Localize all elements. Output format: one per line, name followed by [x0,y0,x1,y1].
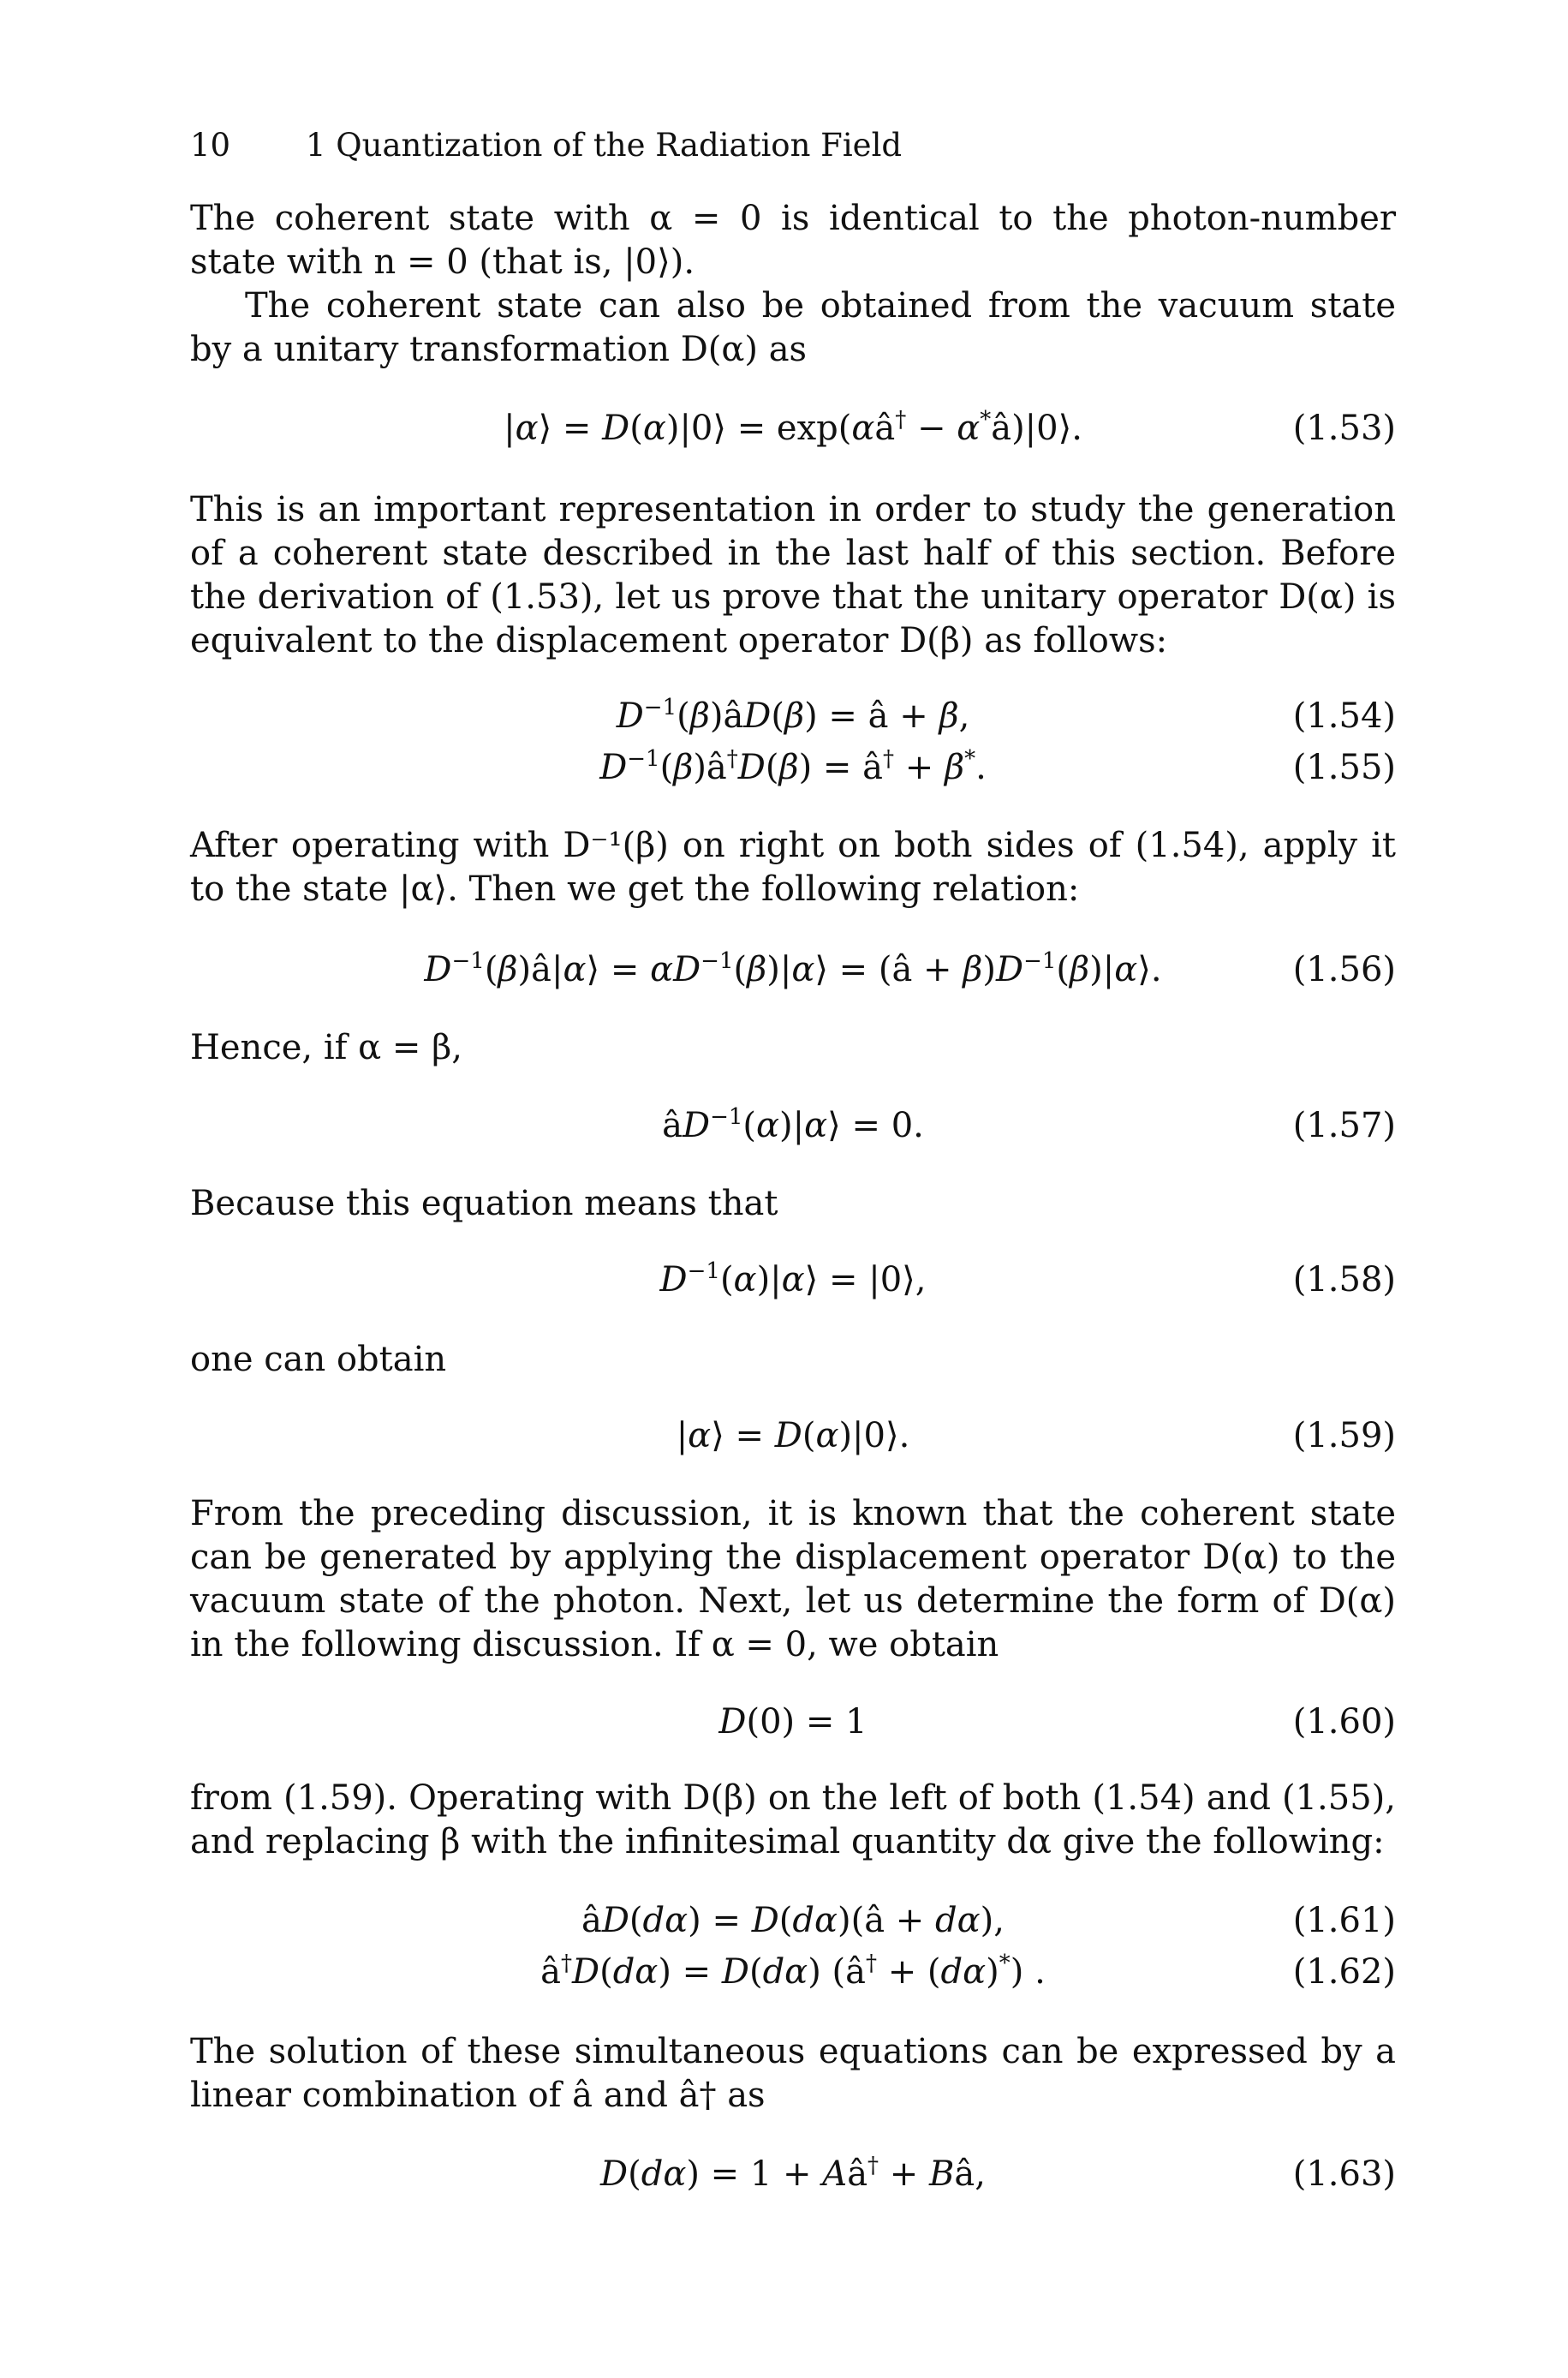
equation-number: (1.58) [1292,1260,1396,1300]
equation-body: |α⟩ = D(α)|0⟩ = exp(αâ† − α*â)|0⟩. [504,407,1082,448]
equation-body: D(dα) = 1 + Aâ† + Bâ, [600,2153,986,2194]
paragraph-coherent-state-vacuum: The coherent state with α = 0 is identical to the photon-number state with n = 0 (that is, |0⟩). [190,199,1396,282]
equation-body: $D^{-1}(\beta)â^\dagger D(\beta)$ = â† + β*. [599,746,987,787]
equation-number: (1.63) [1292,2154,1396,2194]
equation-body: $D^{-1}(\beta)âD(\beta)$ = â + β, [616,695,970,736]
equation-1-57 [190,1102,1396,1150]
equation-1-60 [190,1698,1396,1746]
equation-1-54 [190,692,1396,740]
paragraph-hence: Hence, if α = β, [190,1028,462,1067]
equation-number: (1.54) [1292,696,1396,736]
equation-number: (1.60) [1292,1702,1396,1742]
equation-number: (1.59) [1292,1416,1396,1455]
paragraph-unitary-transformation: The coherent state can also be obtained from the vacuum state by a unitary transformation D(α) as [190,286,1396,369]
paragraph-preceding-discussion: From the preceding discussion, it is known that the coherent state can be generated by applying the displacement operator D(α) to the vacuum state of the photon. Next, let us determine the form of D(α) in the following discussion. If α = 0, we obtain [190,1494,1396,1664]
equation-number: (1.55) [1292,748,1396,787]
equation-number: (1.62) [1292,1952,1396,1992]
equation-1-53 [190,404,1396,452]
paragraph-from-1-59: from (1.59). Operating with D(β) on the left of both (1.54) and (1.55), and replacing β with the infinitesimal quantity dα give the following: [190,1778,1396,1861]
equation-1-62 [190,1948,1396,1996]
paragraph-operating-inverse: After operating with D⁻¹(β) on right on both sides of (1.54), apply it to the state |α⟩. Then we get the following relation: [190,826,1396,909]
equation-number: (1.53) [1292,409,1396,448]
equation-number: (1.57) [1292,1106,1396,1145]
equation-1-55 [190,744,1396,792]
equation-1-59 [190,1412,1396,1460]
equation-body: $D^{-1}(\alpha)|\alpha⟩$ = |0⟩, [659,1258,927,1300]
equation-body: |α⟩ = D(α)|0⟩. [676,1416,910,1455]
paragraph-solution: The solution of these simultaneous equations can be expressed by a linear combination of â and â† as [190,2032,1396,2115]
paragraph-displacement-operator: This is an important representation in order to study the generation of a coherent state described in the last half of this section. Before the derivation of (1.53), let us prove that the unitary operator D(α) is equivalent to the displacement operator D(β) as follows: [190,490,1396,660]
equation-number: (1.56) [1292,950,1396,989]
running-header [190,127,902,164]
equation-body: $D^{-1}(\beta)â|\alpha⟩$ = $\alpha D^{-1}(\beta)|\alpha⟩$ = (â + $\beta)D^{-1}(\beta)|\alpha⟩$. [424,948,1162,989]
equation-body: D(0) = 1 [718,1702,867,1742]
page-number: 10 [190,127,231,164]
equation-1-63 [190,2150,1396,2198]
equation-body: $âD^{-1}(\alpha)|\alpha⟩ = 0$. [662,1104,924,1145]
equation-1-56 [190,946,1396,994]
paragraph-because: Because this equation means that [190,1184,778,1223]
running-title: 1 Quantization of the Radiation Field [306,127,903,164]
equation-1-61 [190,1897,1396,1945]
paragraph-one-can-obtain: one can obtain [190,1340,447,1379]
equation-1-58 [190,1256,1396,1304]
equation-body: âD(dα) = D(dα)(â + dα), [581,1901,1005,1940]
equation-number: (1.61) [1292,1901,1396,1940]
equation-body: â†D(dα) = D(dα) (â† + (dα)*) . [540,1951,1046,1992]
